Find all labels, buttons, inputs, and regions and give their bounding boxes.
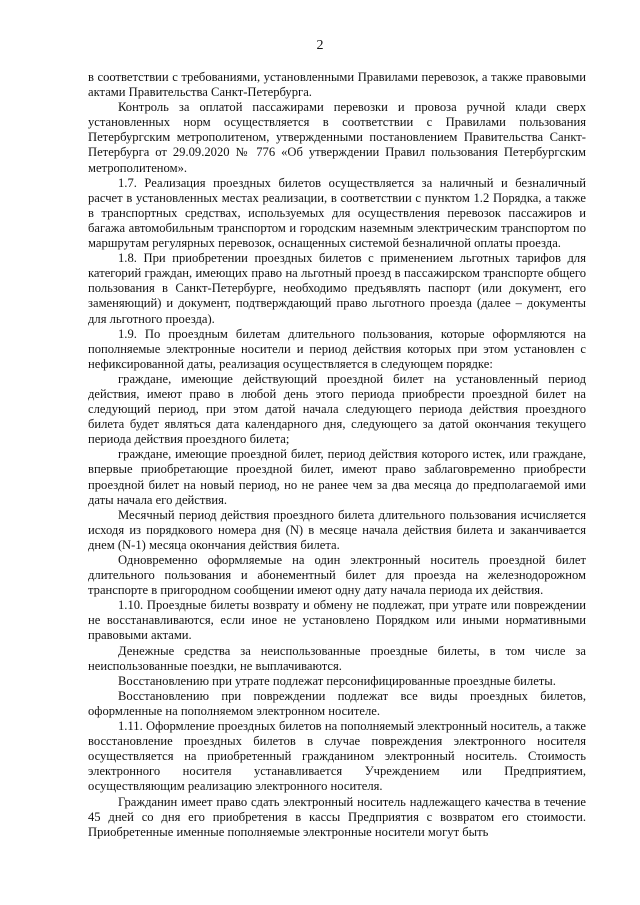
paragraph-1-11: 1.11. Оформление проездных билетов на пополняемый электронный носитель, а также восстановление проездных билетов в случае повреждения электронного носителя осуществляется на приобретенный гражданином электронный носитель. Стоимость электронного носителя устанавливается Учреждением или Предприятием, осуществляющим реализацию электронного носителя. bbox=[88, 719, 586, 794]
paragraph: Восстановлению при утрате подлежат персонифицированные проездные билеты. bbox=[118, 673, 556, 688]
paragraph: Контроль за оплатой пассажирами перевозки и провоза ручной клади сверх установленных норм осуществляется в соответствии с Правилами пользования Петербургским метрополитеном, утвержденными постановлением Правительства Санкт-Петербурга от 29.09.2020 № 776 «Об утверждении Правил пользования Петербургским метрополитеном». bbox=[88, 100, 586, 175]
paragraph-1-10: 1.10. Проездные билеты возврату и обмену не подлежат, при утрате или повреждении не восстанавливаются, если иное не установлено Порядком или иными нормативными правовыми актами. bbox=[88, 598, 586, 643]
paragraph: Денежные средства за неиспользованные проездные билеты, в том числе за неиспользованные поездки, не выплачиваются. bbox=[88, 643, 586, 673]
paragraph: граждане, имеющие действующий проездной билет на установленный период действия, имеют право в любой день этого периода приобрести проездной билет на следующий период, при этом датой начала следующего периода действия проездного билета будет являться дата календарного дня, следующего за датой окончания текущего периода действия проездного билета; bbox=[88, 371, 586, 447]
body-text bbox=[88, 70, 586, 840]
paragraph: в соответствии с требованиями, установленными Правилами перевозок, а также правовыми актами Правительства Санкт-Петербурга. bbox=[88, 70, 586, 100]
page-number: 2 bbox=[316, 38, 324, 53]
paragraph-1-9: 1.9. По проездным билетам длительного пользования, которые оформляются на пополняемые электронные носители и период действия которых при этом установлен с нефиксированной даты, реализация осуществляется в следующем порядке: bbox=[88, 326, 586, 371]
paragraph: Восстановлению при повреждении подлежат все виды проездных билетов, оформленные на пополняемом электронном носителе. bbox=[88, 688, 586, 718]
paragraph-1-7: 1.7. Реализация проездных билетов осуществляется за наличный и безналичный расчет в установленных местах реализации, в соответствии с пунктом 1.2 Порядка, а также в транспортных средствах, используемых для осуществления перевозок пассажиров и багажа автомобильным транспортом и городским наземным электрическим транспортом по маршрутам регулярных перевозок, оснащенных системой безналичной оплаты проезда. bbox=[88, 175, 586, 251]
paragraph: Одновременно оформляемые на один электронный носитель проездной билет длительного пользования и абонементный билет для проезда на железнодорожном транспорте в пригородном сообщении имеют одну дату начала периода их действия. bbox=[88, 553, 586, 598]
paragraph: Гражданин имеет право сдать электронный носитель надлежащего качества в течение 45 дней со дня его приобретения в кассы Предприятия с возвратом его стоимости. Приобретенные именные пополняемые электронные носители могут быть bbox=[88, 794, 586, 839]
paragraph: граждане, имеющие проездной билет, период действия которого истек, или граждане, впервые приобретающие проездной билет, имеют право заблаговременно приобрести проездной билет на новый период, но не ранее чем за два месяца до предполагаемой ими даты начала его действия. bbox=[88, 447, 586, 507]
paragraph: Месячный период действия проездного билета длительного пользования исчисляется исходя из порядкового номера дня (N) в месяце начала действия билета и заканчивается днем (N-1) месяца окончания действия билета. bbox=[88, 507, 586, 552]
paragraph-1-8: 1.8. При приобретении проездных билетов с применением льготных тарифов для категорий граждан, имеющих право на льготный проезд в пассажирском транспорте общего пользования в Санкт-Петербурге, необходимо предъявлять паспорт (или документ, его заменяющий) и документ, подтверждающий право льготного проезда (далее – документы для льготного проезда). bbox=[88, 251, 586, 326]
